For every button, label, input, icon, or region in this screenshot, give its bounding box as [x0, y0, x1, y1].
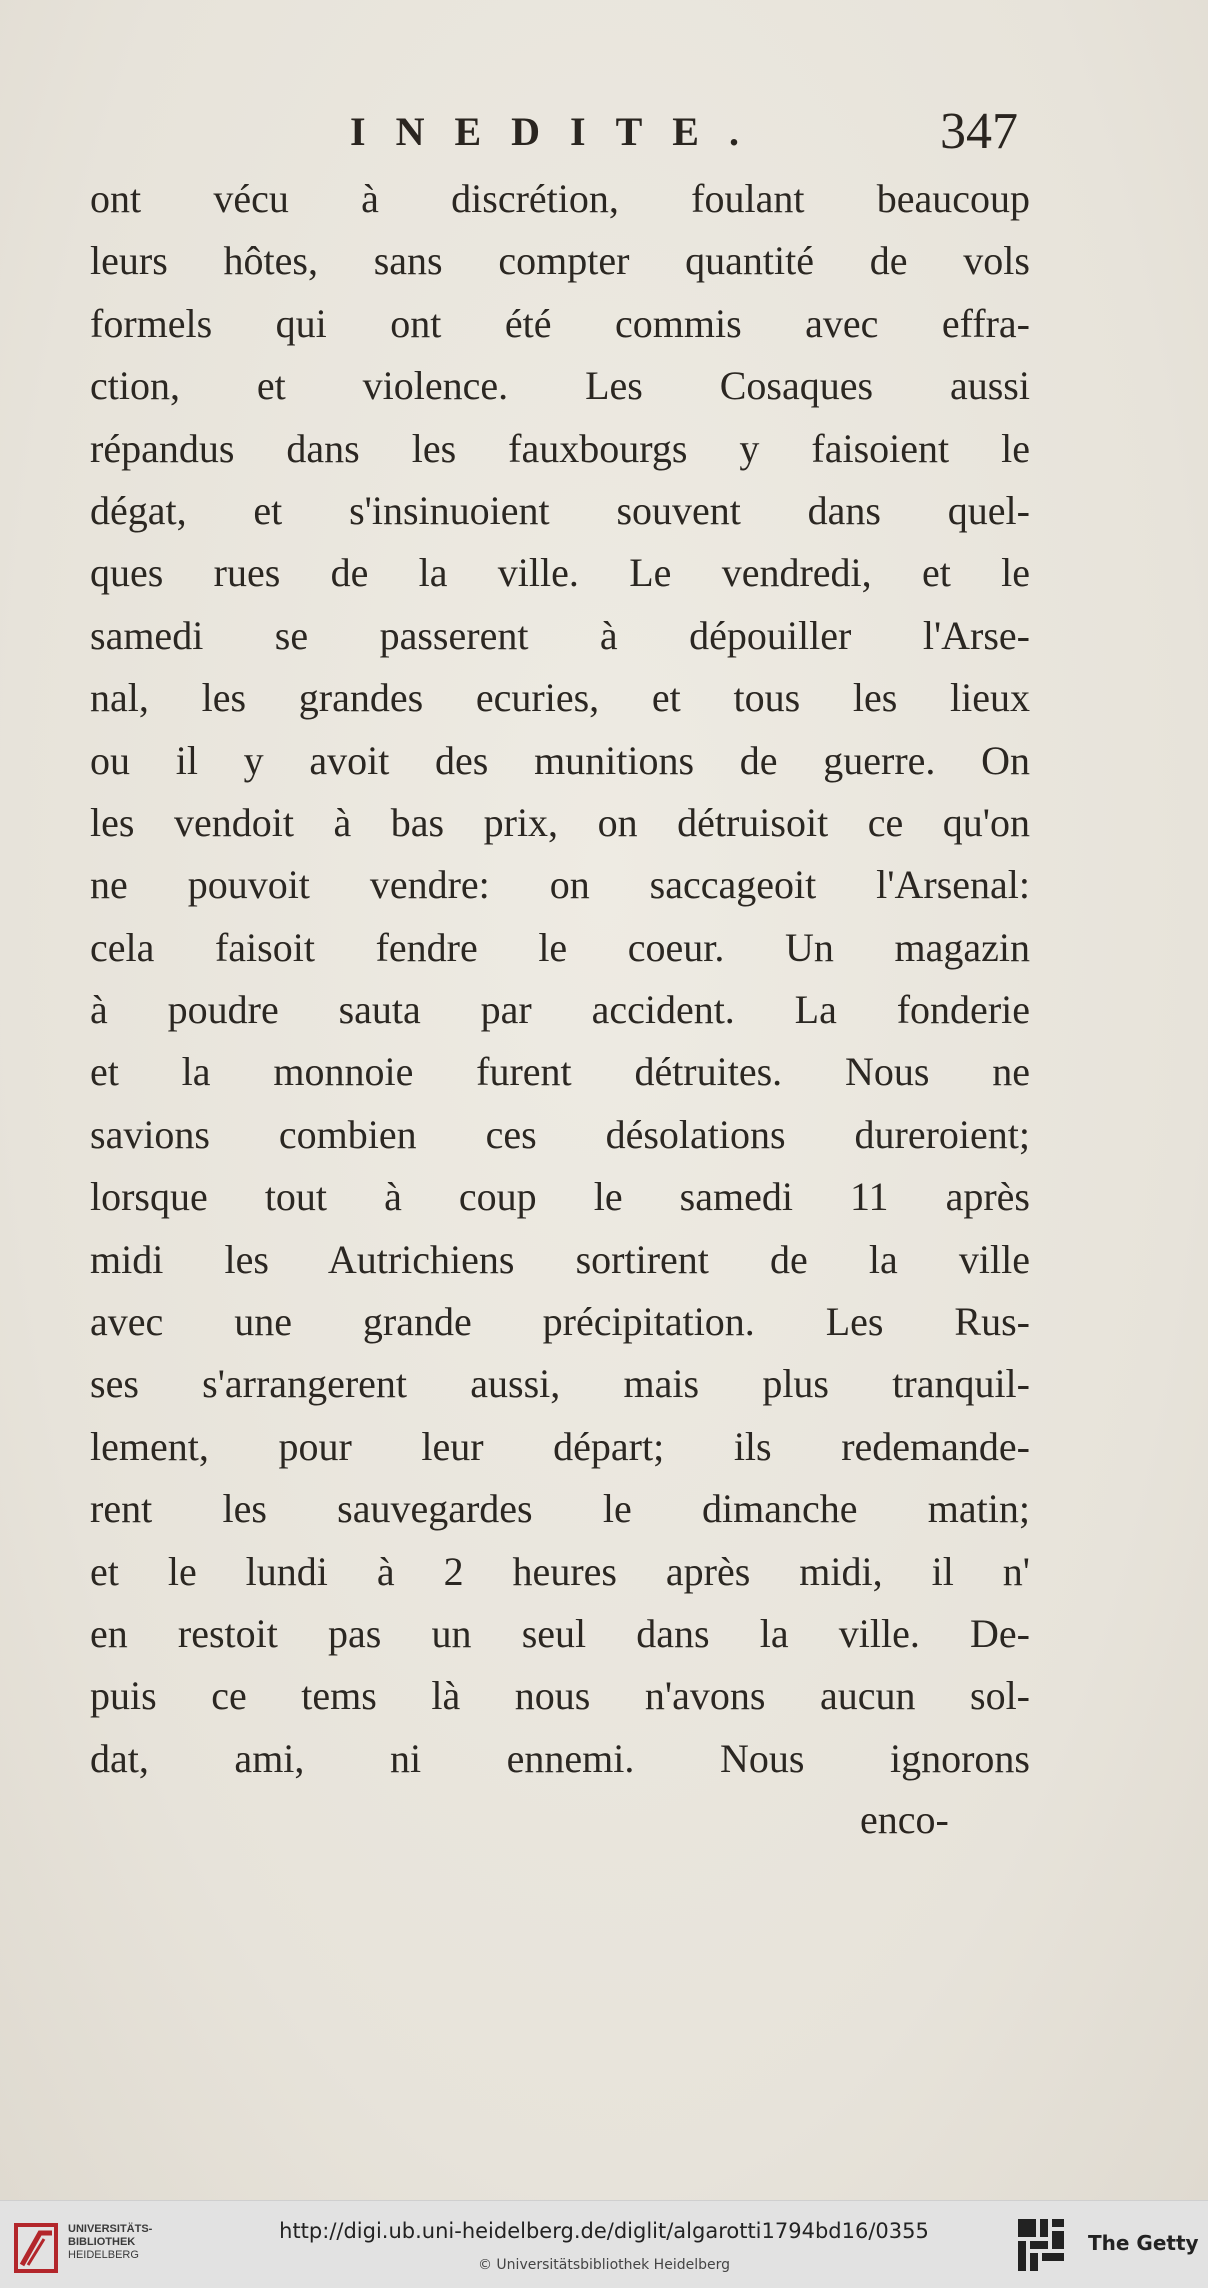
- text-line: midi les Autrichiens sortirent de la ville: [90, 1236, 1030, 1282]
- getty-logo-icon: [1016, 2217, 1066, 2275]
- text-line: savions combien ces désolations dureroient;: [90, 1111, 1030, 1157]
- library-line-3: HEIDELBERG: [68, 2249, 139, 2261]
- text-line: ont vécu à discrétion, foulant beaucoup: [90, 176, 1030, 221]
- partner-name: The Getty: [1088, 2231, 1199, 2255]
- permalink-url[interactable]: http://digi.ub.uni-heidelberg.de/diglit/algarotti1794bd16/0355: [279, 2219, 929, 2243]
- text-line: ses s'arrangerent aussi, mais plus tranquil-: [90, 1361, 1030, 1407]
- library-line-2: BIBLIOTHEK: [68, 2236, 136, 2248]
- text-line: puis ce tems là nous n'avons aucun sol-: [90, 1673, 1030, 1719]
- text-line: et le lundi à 2 heures après midi, il n': [90, 1548, 1030, 1594]
- text-line: cela faisoit fendre le coeur. Un magazin: [90, 924, 1030, 970]
- text-line: avec une grande précipitation. Les Rus-: [90, 1299, 1030, 1345]
- text-line: ques rues de la ville. Le vendredi, et le: [90, 550, 1030, 596]
- text-line: à poudre sauta par accident. La fonderie: [90, 987, 1030, 1033]
- text-line: dégat, et s'insinuoient souvent dans quel-: [90, 487, 1030, 533]
- text-line: nal, les grandes ecuries, et tous les lieux: [90, 675, 1030, 721]
- text-line: en restoit pas un seul dans la ville. De-: [90, 1610, 1030, 1656]
- text-line: les vendoit à bas prix, on détruisoit ce qu'on: [90, 799, 1030, 845]
- text-line: ou il y avoit des munitions de guerre. On: [90, 737, 1030, 783]
- text-line: ne pouvoit vendre: on saccageoit l'Arsenal:: [90, 862, 1030, 908]
- text-line: formels qui ont été commis avec effra-: [90, 300, 1030, 346]
- running-head: [0, 103, 1208, 168]
- text-line: rent les sauvegardes le dimanche matin;: [90, 1486, 1030, 1532]
- catchword: enco-: [860, 1797, 949, 1842]
- text-line: lorsque tout à coup le samedi 11 après: [90, 1174, 1030, 1220]
- text-line: répandus dans les fauxbourgs y faisoient le: [90, 425, 1030, 471]
- text-line: ction, et violence. Les Cosaques aussi: [90, 363, 1030, 409]
- text-line: dat, ami, ni ennemi. Nous ignorons: [90, 1735, 1030, 1781]
- running-head-title: INEDITE.: [350, 109, 769, 154]
- body-text: [90, 168, 1030, 1790]
- page-number: 347: [940, 103, 1018, 160]
- text-line: lement, pour leur départ; ils redemande-: [90, 1423, 1030, 1469]
- copyright-notice: © Universitätsbibliothek Heidelberg: [477, 2257, 730, 2273]
- text-line: samedi se passerent à dépouiller l'Arse-: [90, 612, 1030, 658]
- viewer-footer: [0, 2200, 1208, 2288]
- text-line: et la monnoie furent détruites. Nous ne: [90, 1049, 1030, 1095]
- library-line-1: UNIVERSITÄTS-: [68, 2223, 153, 2235]
- text-line: leurs hôtes, sans compter quantité de vols: [90, 238, 1030, 284]
